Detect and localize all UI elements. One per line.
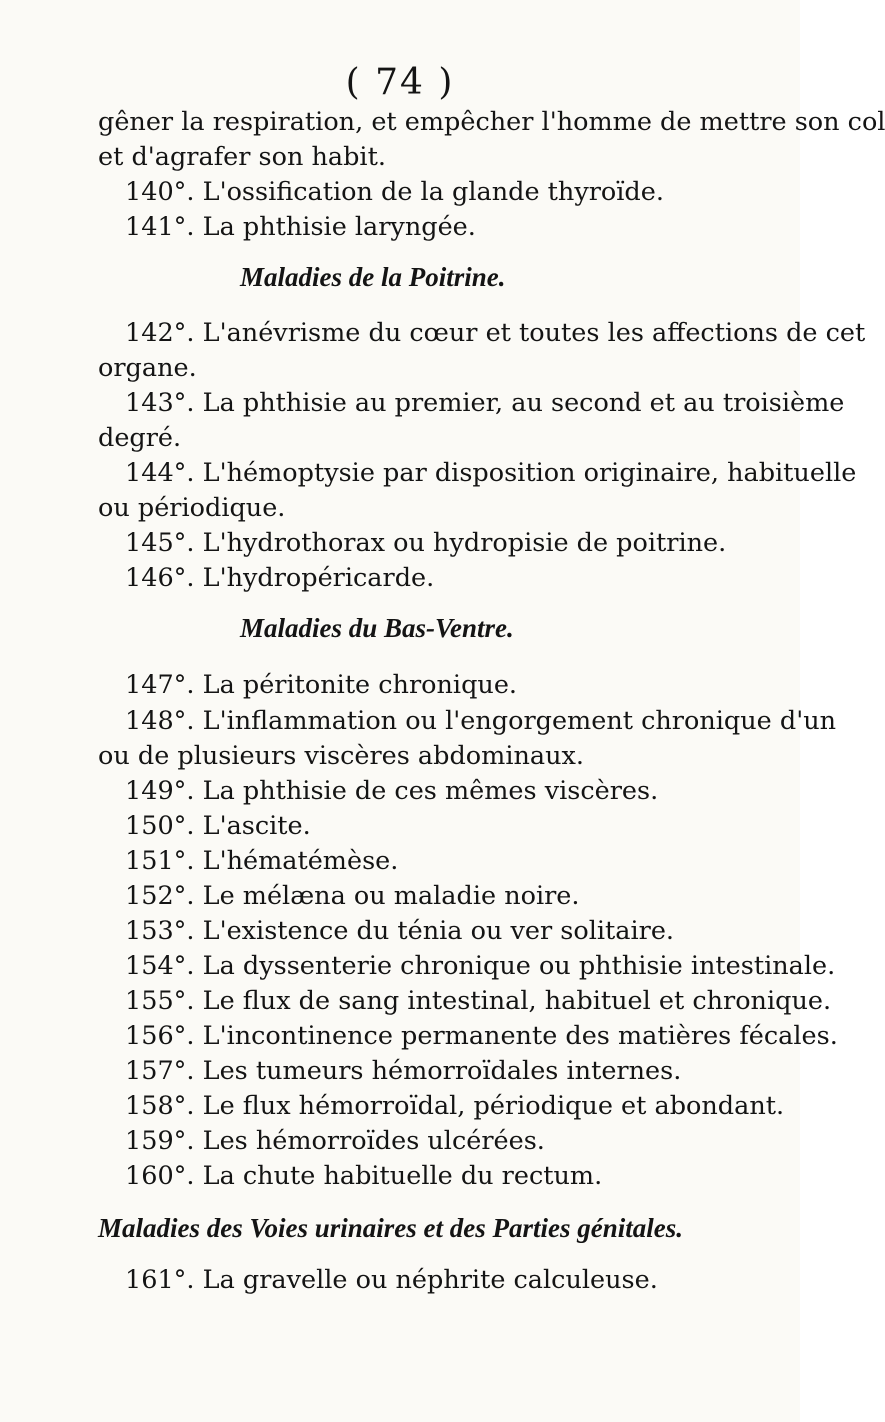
text-line: et d'agrafer son habit. [98, 142, 386, 172]
list-item-153: 153°. L'existence du ténia ou ver solitaire. [125, 916, 675, 946]
section-heading-voies-urinaires: Maladies des Voies urinaires et des Parties génitales. [98, 1213, 684, 1243]
list-item-157: 157°. Les tumeurs hémorroïdales internes. [125, 1056, 682, 1086]
page-number: ( 74 ) [345, 62, 455, 103]
list-item-145: 145°. L'hydrothorax ou hydropisie de poitrine. [125, 528, 727, 558]
text-line: organe. [98, 353, 197, 383]
list-item-142: 142°. L'anévrisme du cœur et toutes les affections de cet [125, 318, 866, 348]
list-item-151: 151°. L'hématémèse. [125, 846, 399, 876]
list-item-148: 148°. L'inflammation ou l'engorgement chronique d'un [125, 706, 837, 736]
list-item-141: 141°. La phthisie laryngée. [125, 212, 476, 242]
list-item-150: 150°. L'ascite. [125, 811, 311, 841]
list-item-159: 159°. Les hémorroïdes ulcérées. [125, 1126, 545, 1156]
text-line: ou de plusieurs viscères abdominaux. [98, 741, 585, 771]
list-item-160: 160°. La chute habituelle du rectum. [125, 1161, 603, 1191]
section-heading-bas-ventre: Maladies du Bas-Ventre. [240, 613, 514, 643]
text-line: degré. [98, 423, 182, 453]
list-item-156: 156°. L'incontinence permanente des matières fécales. [125, 1021, 838, 1051]
list-item-158: 158°. Le flux hémorroïdal, périodique et abondant. [125, 1091, 785, 1121]
list-item-154: 154°. La dyssenterie chronique ou phthisie intestinale. [125, 951, 836, 981]
list-item-152: 152°. Le mélæna ou maladie noire. [125, 881, 580, 911]
text-line: ou périodique. [98, 493, 286, 523]
list-item-140: 140°. L'ossification de la glande thyroïde. [125, 177, 664, 207]
list-item-146: 146°. L'hydropéricarde. [125, 563, 435, 593]
section-heading-poitrine: Maladies de la Poitrine. [240, 262, 506, 292]
list-item-155: 155°. Le flux de sang intestinal, habituel et chronique. [125, 986, 832, 1016]
list-item-149: 149°. La phthisie de ces mêmes viscères. [125, 776, 659, 806]
list-item-161: 161°. La gravelle ou néphrite calculeuse. [125, 1265, 658, 1295]
list-item-144: 144°. L'hémoptysie par disposition originaire, habituelle [125, 458, 857, 488]
text-line: gêner la respiration, et empêcher l'homme de mettre son col [98, 107, 885, 137]
list-item-147: 147°. La péritonite chronique. [125, 670, 518, 700]
list-item-143: 143°. La phthisie au premier, au second et au troisième [125, 388, 845, 418]
